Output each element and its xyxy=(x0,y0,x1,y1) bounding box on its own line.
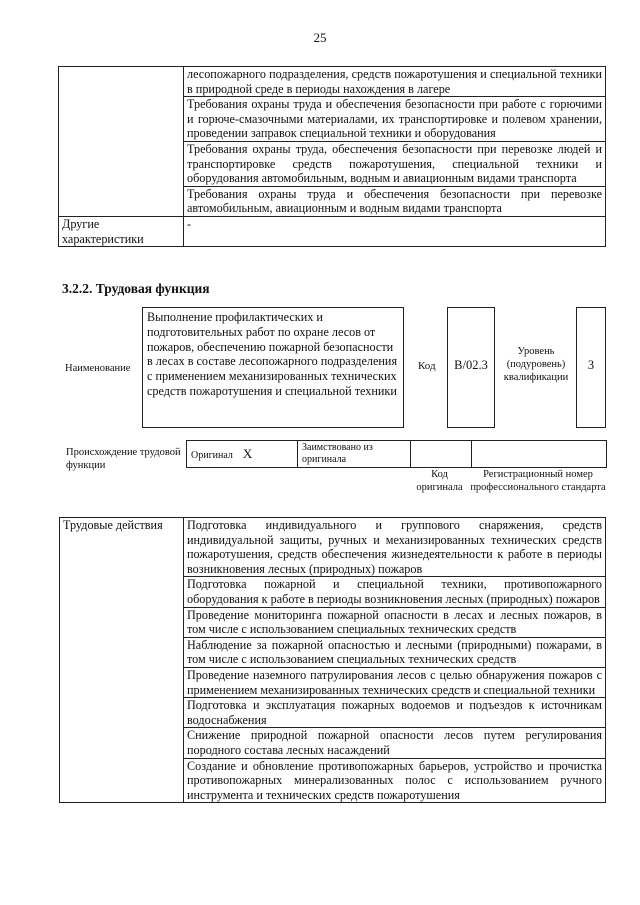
table-cell-empty xyxy=(59,67,184,217)
action-item: Проведение наземного патрулирования лесов с целью обнаружения пожаров с применением механизированных технических средств и специальной техники xyxy=(184,667,606,697)
function-code-box: B/02.3 xyxy=(447,307,495,428)
action-item: Снижение природной пожарной опасности лесов путем регулирования породного состава лесных насаждений xyxy=(184,728,606,758)
other-characteristics-label: Другие характеристики xyxy=(59,216,184,246)
action-item: Наблюдение за пожарной опасностью и лесными (природными) пожарами, в том числе с использованием специальных технических средств xyxy=(184,637,606,667)
requirement-item: Требования охраны труда, обеспечения безопасности при перевозке людей и транспортировке средств пожаротушения, специальной техники и оборудования автомобильным, водным и авиационным видами транспорта xyxy=(184,141,606,186)
borrowed-label: Заимствовано из оригинала xyxy=(298,441,411,468)
code-original-cell xyxy=(411,441,472,468)
origin-label: Происхождение трудовой функции xyxy=(66,447,181,471)
original-label: Оригинал xyxy=(191,450,233,461)
action-item: Создание и обновление противопожарных барьеров, устройство и прочистка противопожарных минерализованных полос с использованием ручного инструмента и технических средств пожаротушения xyxy=(184,758,606,803)
reg-number-cell xyxy=(472,441,607,468)
name-label: Наименование xyxy=(65,363,131,374)
code-label: Код xyxy=(418,360,436,372)
action-item: Подготовка и эксплуатация пожарных водоемов и подъездов к источникам водоснабжения xyxy=(184,698,606,728)
page-number: 25 xyxy=(313,30,327,45)
qualification-level-box: 3 xyxy=(576,307,606,428)
table-row xyxy=(59,216,606,246)
labor-actions-table xyxy=(59,517,606,803)
original-cell xyxy=(187,441,298,468)
section-title: 3.2.2. Трудовая функция xyxy=(62,281,210,296)
origin-table xyxy=(186,440,607,468)
requirement-item: Требования охраны труда и обеспечения безопасности при перевозке автомобильным, авиационным и водным видами транспорта xyxy=(184,186,606,216)
requirements-table xyxy=(58,66,606,247)
table-row xyxy=(187,441,607,468)
requirement-item: Требования охраны труда и обеспечения безопасности при работе с горючими и горюче-смазочными материалами, их транспортировке и полевом хранении, проведении заправок специальной техники и оборудования xyxy=(184,97,606,142)
action-item: Подготовка индивидуального и группового снаряжения, средств индивидуальной защиты, ручных и механизированных технических средств пожаротушения, средств обеспечения жизнедеятельности к работе в периоды возникновения лесных (природных) пожаров xyxy=(184,518,606,577)
original-mark: X xyxy=(242,446,253,461)
code-original-label: Код оригинала xyxy=(416,469,463,493)
reg-number-label: Регистрационный номер профессионального стандарта xyxy=(470,469,606,493)
function-name-box: Выполнение профилактических и подготовительных работ по охране лесов от пожаров, обеспечению пожарной безопасности в лесах в составе лесопожарного подразделения с применением механизированных технических средств пожаротушения и специальной техники xyxy=(142,307,404,428)
other-characteristics-value: - xyxy=(184,216,606,246)
qualification-level-label: Уровень (подуровень) квалификации xyxy=(503,346,569,383)
labor-actions-label: Трудовые действия xyxy=(60,518,184,803)
table-row xyxy=(59,67,606,97)
table-row xyxy=(60,518,606,577)
requirement-item: лесопожарного подразделения, средств пожаротушения и специальной техники в природной среде в периоды нахождения в лагере xyxy=(184,67,606,97)
action-item: Подготовка пожарной и специальной техники, противопожарного оборудования к работе в периоды возникновения лесных (природных) пожаров xyxy=(184,577,606,607)
action-item: Проведение мониторинга пожарной опасности в лесах и лесных пожаров, в том числе с использованием специальных технических средств xyxy=(184,607,606,637)
